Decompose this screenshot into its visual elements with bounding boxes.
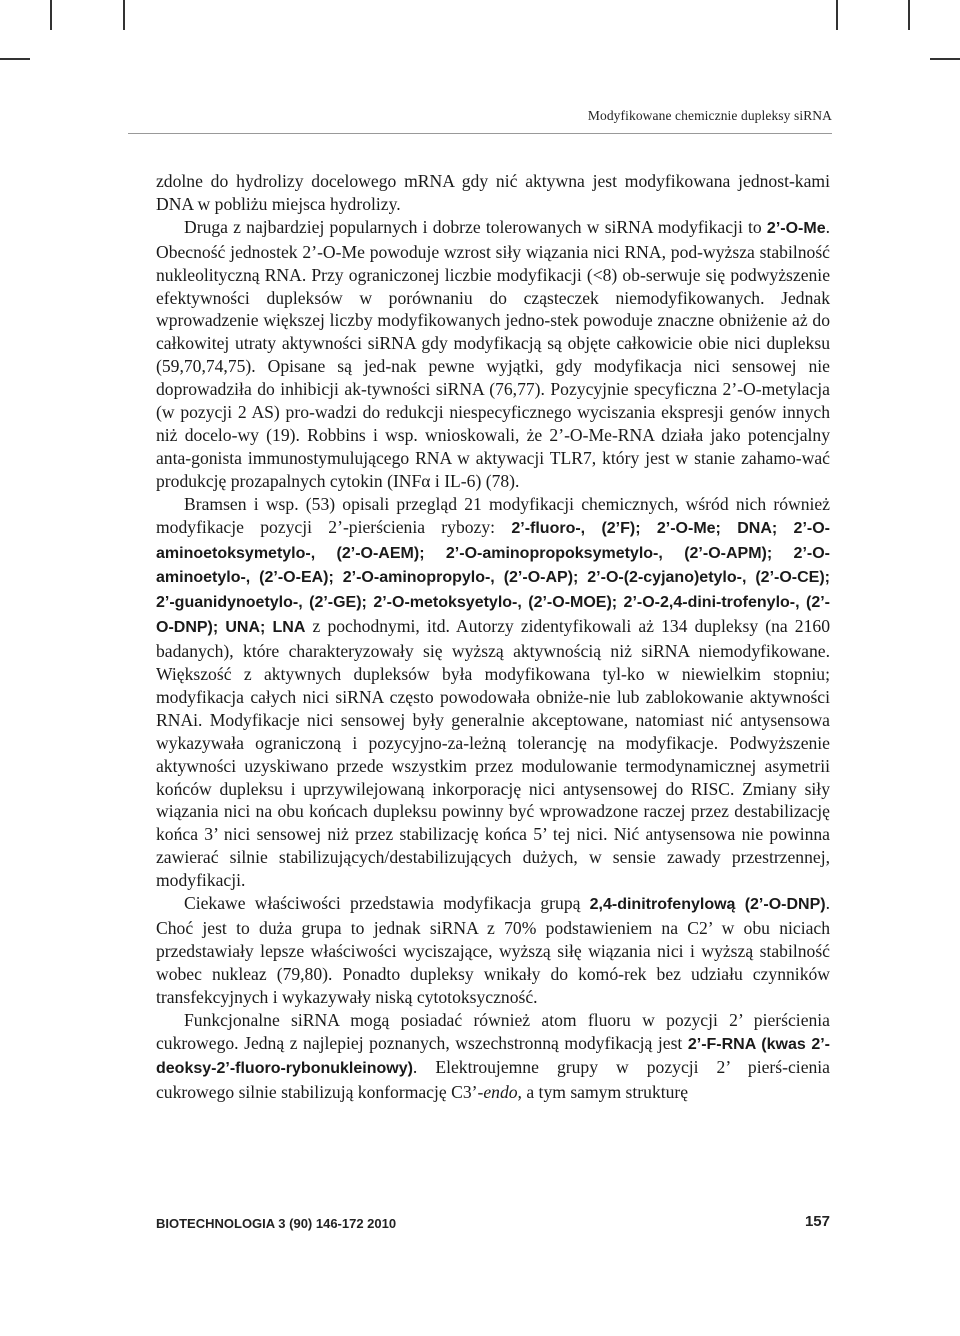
paragraph-1	[156, 170, 830, 216]
paragraph-5	[156, 1009, 830, 1105]
text-run: Bramsen i wsp. (53) opisali przegląd 21 modyfikacji chemicznych, wśród nich również modyfikacje pozycji 2’-pierścienia rybozy:	[156, 493, 830, 537]
crop-mark-top-left-inner	[123, 0, 125, 30]
crop-mark-left-horizontal	[0, 58, 30, 60]
italic-term: endo,	[483, 1082, 522, 1103]
text-run: Druga z najbardziej popularnych i dobrze tolerowanych w siRNA modyfikacji to	[184, 216, 767, 237]
running-head: Modyfikowane chemicznie dupleksy siRNA	[587, 108, 832, 123]
text-run: . Obecność jednostek 2’-O-Me powoduje wzrost siły wiązania nici RNA, pod-wyższa stabilność nukleolityczną RNA. Przy ograniczonej liczbie modyfikacji (<8) ob-serwuje się podwyższenie efektywności dupleksów w porównaniu do cząsteczek niemodyfikowanych. Jednak wprowadzenie większej liczby modyfikowanych jedno-stek powoduje znaczne obniżenie aż do całkowitej utraty aktywności siRNA gdy modyfikacją są objęte całkowicie obie nici dupleksu (59,70,74,75). Opisane są jed-nak pewne wyjątki, gdy modyfikacja nici sensowej nie doprowadziła do inhibicji ak-tywności siRNA (76,77). Pozycyjnie specyficzna 2’-O-metylacja (w pozycji 2 AS) pro-wadzi do redukcji niespecyficznego wyciszania ekspresji genów innych niż docelo-wy (19). Robbins i wsp. wnioskowali, że 2’-O-Me-RNA działa jako potencjalny anta-gonista immunostymulującego RNA w aktywacji TLR7, który jest w stanie zahamo-wać produkcję prozapalnych cytokin (INFα i IL-6) (78).	[156, 216, 830, 491]
paragraph-4	[156, 892, 830, 1009]
crop-mark-right-horizontal	[930, 58, 960, 60]
text-run: z pochodnymi, itd. Autorzy zidentyfikowali aż 134 dupleksy (na 2160 badanych), które charakteryzowały się wyższą aktywnością niż siRNA niemodyfikowane. Większość z aktywnych dupleksów była modyfikowana tyl-ko w niewielkim stopniu; modyfikacja całych nici siRNA często powodowała obniże-nie lub zablokowanie aktywności RNAi. Modyfikacje nici sensowej były generalnie akceptowane, natomiast nić antysensowa wykazywała ograniczoną i pozycyjno-za-leżną tolerancję na modyfikacje. Podwyższenie aktywności uzyskiwano przede wszystkim przez modulowanie termodynamicznej asymetrii końców dupleksu i uprzywilejowaną inkorporację nici antysensowej do RISC. Zmiany siły wiązania nici na obu końcach dupleksu powinny być wprowadzone raczej przez destabilizację końca 3’ nici sensowej niż przez stabilizację końca 5’ tej nici. Nić antysensowa nie powinna zawierać silnie stabilizujących/destabilizujących dużych, w sensie zawady przestrzennej, modyfikacji.	[156, 616, 830, 891]
journal-citation: BIOTECHNOLOGIA 3 (90) 146-172 2010	[156, 1216, 397, 1231]
article-body	[156, 170, 830, 1104]
crop-mark-top-right-inner	[836, 0, 838, 30]
bold-term: 2’-F-RNA (kwas 2’-deoksy-2’-fluoro-rybonukleinowy)	[156, 1035, 830, 1078]
text-run: Ciekawe właściwości przedstawia modyfikacja grupą	[184, 893, 590, 914]
paragraph-2	[156, 216, 830, 493]
page-number: 157	[804, 1213, 830, 1230]
text-run: a tym samym strukturę	[521, 1082, 689, 1103]
header-rule	[128, 133, 832, 134]
text-run: Funkcjonalne siRNA mogą posiadać również atom fluoru w pozycji 2’ pierścienia cukrowego. Jedną z najlepiej poznanych, wszechstronną modyfikacją jest	[156, 1009, 830, 1053]
bold-term: 2,4-dinitrofenylową (2’-O-DNP)	[589, 896, 826, 914]
text-run: zdolne do hydrolizy docelowego mRNA gdy nić aktywna jest modyfikowana jednost-kami DNA w pobliżu miejsca hydrolizy.	[156, 171, 830, 214]
crop-mark-top-left	[50, 0, 52, 30]
crop-mark-top-right	[908, 0, 910, 30]
paragraph-3	[156, 493, 830, 892]
text-run: . Elektroujemne grupy w pozycji 2’ pierś-cienia cukrowego silnie stabilizują konformację C3’-	[156, 1057, 830, 1103]
bold-term: 2’-fluoro-, (2’F); 2’-O-Me; DNA; 2’-O-aminoetoksymetylo-, (2’-O-AEM); 2’-O-aminopropoksymetylo-, (2’-O-APM); 2’-O-aminoetylo-, (2’-O-EA); 2’-O-aminopropylo-, (2’-O-AP); 2’-O-(2-cyjano)etylo-, (2’-O-CE); 2’-guanidynoetylo-, (2’-GE); 2’-O-metoksyetylo-, (2’-O-MOE); 2’-O-2,4-dini-trofenylo-, (2’-O-DNP); UNA; LNA	[156, 519, 830, 637]
bold-term: 2’-O-Me	[766, 219, 826, 237]
text-run: . Choć jest to duża grupa to jednak siRNA z 70% podstawieniem na C2’ w obu niciach przedstawiały lepsze właściwości wyciszające, wyższą siłę wiązania nici i wyższą stabilność wobec nukleaz (79,80). Ponadto dupleksy wnikały do komó-rek bez udziału czynników transfekcyjnych i wykazywały niską cytotoksyczność.	[156, 893, 830, 1007]
